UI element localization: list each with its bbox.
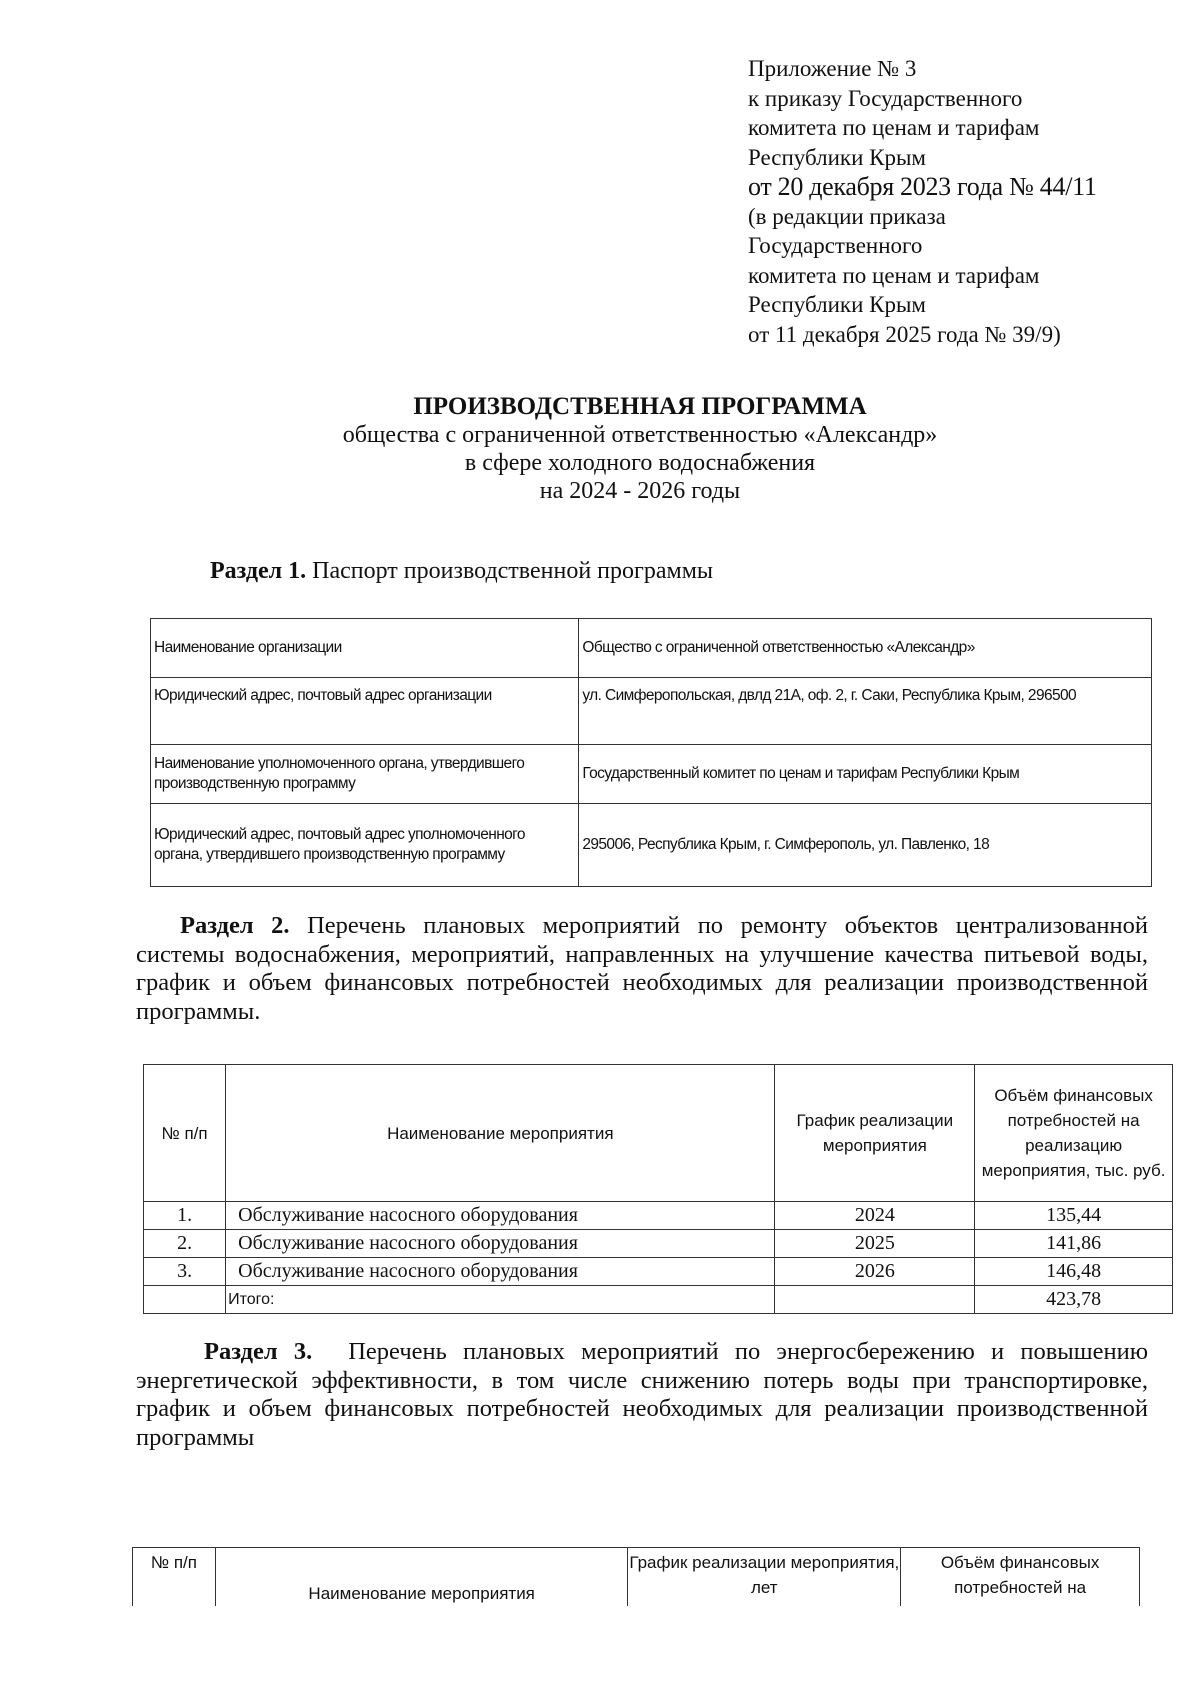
section3-text: Перечень плановых мероприятий по энергосбережению и повышению энергетической эффективности, в том числе снижению потерь воды при транспортировке, график и объем финансовых потребностей необходимых для реализации производственной программы xyxy=(136,1338,1148,1451)
section2-text: Перечень плановых мероприятий по ремонту объектов централизованной системы водоснабжения, мероприятий, направленных на улучшение качества питьевой воды, график и объем финансовых потребностей необходимых для реализации производственной программы. xyxy=(136,912,1149,1025)
repair-measures-table xyxy=(143,1064,1173,1314)
row-num: 3. xyxy=(144,1258,226,1286)
section1-heading xyxy=(210,558,713,585)
table-row xyxy=(144,1230,1173,1258)
passport-key: Наименование организации xyxy=(151,619,579,678)
row-schedule: 2024 xyxy=(775,1202,975,1230)
row-amount: 135,44 xyxy=(975,1202,1173,1230)
column-header-name: Наименование мероприятия xyxy=(226,1065,775,1202)
table-row xyxy=(151,619,1152,678)
appendix-line: (в редакции приказа xyxy=(748,203,946,229)
appendix-line: Республики Крым xyxy=(748,292,926,317)
row-name: Обслуживание насосного оборудования xyxy=(226,1258,775,1286)
appendix-header xyxy=(748,54,1168,349)
appendix-line: к приказу Государственного xyxy=(748,85,1023,111)
total-schedule-cell xyxy=(775,1286,975,1314)
passport-key: Юридический адрес, почтовый адрес организации xyxy=(151,678,579,745)
table-header-row xyxy=(144,1065,1173,1202)
energy-measures-table xyxy=(132,1547,1140,1606)
row-amount: 141,86 xyxy=(975,1230,1173,1258)
table-row xyxy=(151,678,1152,745)
appendix-line: комитета по ценам и тарифам xyxy=(748,115,1040,140)
section1-label: Раздел 1. xyxy=(210,558,307,584)
row-num: 2. xyxy=(144,1230,226,1258)
passport-table xyxy=(150,618,1152,887)
appendix-line: от 20 декабря 2023 года № 44/11 xyxy=(748,172,1097,201)
title-line: в сфере холодного водоснабжения xyxy=(464,450,816,476)
appendix-line: комитета по ценам и тарифам xyxy=(748,262,1040,288)
title-line: на 2024 - 2026 годы xyxy=(539,478,741,504)
column-header-num: № п/п xyxy=(133,1548,216,1607)
document-title xyxy=(150,393,1130,505)
table-header-row xyxy=(133,1548,1140,1607)
appendix-line: Республики Крым xyxy=(748,144,926,170)
appendix-line: Государственного xyxy=(748,233,923,258)
row-schedule: 2025 xyxy=(775,1230,975,1258)
passport-value: ул. Симферопольская, двлд 21А, оф. 2, г. Саки, Республика Крым, 296500 xyxy=(579,678,1152,745)
column-header-name: Наименование мероприятия xyxy=(215,1548,628,1607)
column-header-schedule: График реализации мероприятия, лет xyxy=(628,1548,901,1607)
section2-heading xyxy=(136,912,1148,1026)
total-amount: 423,78 xyxy=(975,1286,1173,1314)
column-header-num: № п/п xyxy=(144,1065,226,1202)
title-main: ПРОИЗВОДСТВЕННАЯ ПРОГРАММА xyxy=(413,393,867,420)
row-name: Обслуживание насосного оборудования xyxy=(226,1230,775,1258)
column-header-amount: Объём финансовых потребностей на реализацию мероприятия, тыс. руб. xyxy=(975,1065,1173,1202)
table-row xyxy=(144,1258,1173,1286)
section3-label: Раздел 3. xyxy=(204,1338,313,1365)
passport-value: Общество с ограниченной ответственностью «Александр» xyxy=(579,619,1152,678)
table-row xyxy=(144,1202,1173,1230)
row-name: Обслуживание насосного оборудования xyxy=(226,1202,775,1230)
total-num-cell xyxy=(144,1286,226,1314)
title-line: общества с ограниченной ответственностью «Александр» xyxy=(342,422,938,448)
row-num: 1. xyxy=(144,1202,226,1230)
column-header-schedule: График реализации мероприятия xyxy=(775,1065,975,1202)
appendix-line: от 11 декабря 2025 года № 39/9) xyxy=(748,321,1061,347)
section3-heading xyxy=(136,1338,1148,1452)
passport-value: 295006, Республика Крым, г. Симферополь, ул. Павленко, 18 xyxy=(579,804,1152,887)
total-label: Итого: xyxy=(226,1286,775,1314)
table-row xyxy=(151,804,1152,887)
passport-key: Юридический адрес, почтовый адрес уполномоченного органа, утвердившего производственную программу xyxy=(151,804,579,887)
row-amount: 146,48 xyxy=(975,1258,1173,1286)
table-total-row xyxy=(144,1286,1173,1314)
table-row xyxy=(151,745,1152,804)
passport-value: Государственный комитет по ценам и тарифам Республики Крым xyxy=(579,745,1152,804)
section1-text: Паспорт производственной программы xyxy=(312,558,714,584)
passport-key: Наименование уполномоченного органа, утвердившего производственную программу xyxy=(151,745,579,804)
column-header-amount: Объём финансовых потребностей на xyxy=(901,1548,1140,1607)
appendix-line: Приложение № 3 xyxy=(748,56,917,81)
row-schedule: 2026 xyxy=(775,1258,975,1286)
section2-label: Раздел 2. xyxy=(180,912,290,939)
